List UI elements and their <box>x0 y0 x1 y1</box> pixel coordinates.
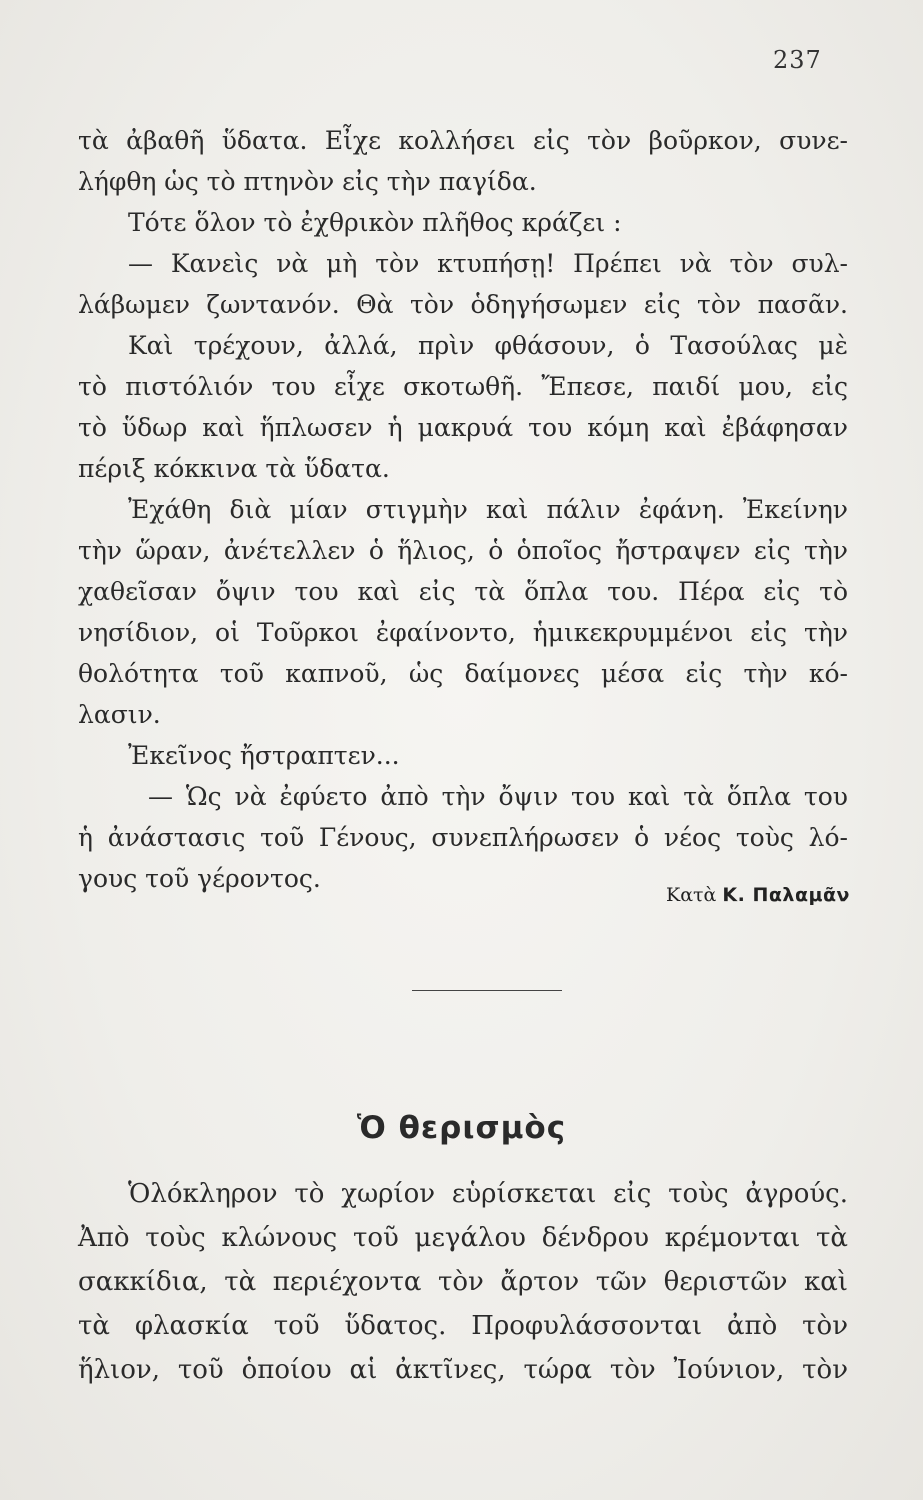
page-number: 237 <box>773 46 822 74</box>
text-line: — Κανεὶς νὰ μὴ τὸν κτυπήσῃ! Πρέπει νὰ τὸν συλ- <box>128 249 848 278</box>
author-name: Κ. Παλαμᾶν <box>722 884 850 906</box>
text-line: ἥλιον, τοῦ ὁποίου αἱ ἀκτῖνες, τώρα τὸν Ἰούνιον, τὸν <box>78 1355 848 1385</box>
text-line: Τότε ὅλον τὸ ἐχθρικὸν πλῆθος κράζει : <box>128 208 622 237</box>
text-line: σακκίδια, τὰ περιέχοντα τὸν ἄρτον τῶν θεριστῶν καὶ <box>78 1267 848 1297</box>
text-line: τὸ ὕδωρ καὶ ἥπλωσεν ἡ μακρυά του κόμη καὶ ἐβάφησαν <box>78 413 848 442</box>
text-line: Ἐκεῖνος ἤστραπτεν... <box>128 741 400 770</box>
text-line: τὰ ἀβαθῆ ὕδατα. Εἶχε κολλήσει εἰς τὸν βοῦρκον, συνε- <box>78 126 848 155</box>
text-line: Ὁλόκληρον τὸ χωρίον εὑρίσκεται εἰς τοὺς ἀγρούς. <box>128 1179 848 1209</box>
text-line: λήφθη ὡς τὸ πτηνὸν εἰς τὴν παγίδα. <box>78 167 537 196</box>
text-line: Ἀπὸ τοὺς κλώνους τοῦ μεγάλου δένδρου κρέμονται τὰ <box>78 1223 848 1253</box>
section-divider <box>412 990 562 991</box>
story-text <box>78 120 848 899</box>
author-attribution <box>630 884 850 906</box>
attribution-prefix: Κατὰ <box>666 884 717 906</box>
text-line: Ἐχάθη διὰ μίαν στιγμὴν καὶ πάλιν ἐφάνη. Ἐκείνην <box>128 495 848 524</box>
text-line: νησίδιον, οἱ Τοῦρκοι ἐφαίνοντο, ἡμικεκρυμμένοι εἰς τὴν <box>78 618 848 647</box>
text-line: χαθεῖσαν ὄψιν του καὶ εἰς τὰ ὅπλα του. Πέρα εἰς τὸ <box>78 577 848 606</box>
text-line: πέριξ κόκκινα τὰ ὕδατα. <box>78 454 390 483</box>
text-line: Καὶ τρέχουν, ἀλλά, πρὶν φθάσουν, ὁ Τασούλας μὲ <box>128 331 848 360</box>
section-title: Ὁ θερισμὸς <box>356 1110 567 1146</box>
text-line: ἡ ἀνάστασις τοῦ Γένους, συνεπλήρωσεν ὁ νέος τοὺς λό- <box>78 823 848 852</box>
section-text <box>78 1172 848 1392</box>
text-line: γους τοῦ γέροντος. <box>78 864 321 893</box>
text-line: θολότητα τοῦ καπνοῦ, ὡς δαίμονες μέσα εἰς τὴν κό- <box>78 659 848 688</box>
text-line: λασιν. <box>78 700 161 729</box>
text-line: λάβωμεν ζωντανόν. Θὰ τὸν ὁδηγήσωμεν εἰς τὸν πασᾶν. <box>78 290 848 319</box>
text-line: τὴν ὥραν, ἀνέτελλεν ὁ ἥλιος, ὁ ὁποῖος ἤστραψεν εἰς τὴν <box>78 536 848 565</box>
text-line: — Ὡς νὰ ἐφύετο ἀπὸ τὴν ὄψιν του καὶ τὰ ὅπλα του <box>148 782 848 811</box>
text-line: τὸ πιστόλιόν του εἶχε σκοτωθῆ. Ἔπεσε, παιδί μου, εἰς <box>78 372 848 401</box>
text-line: τὰ φλασκία τοῦ ὕδατος. Προφυλάσσονται ἀπὸ τὸν <box>78 1311 848 1341</box>
